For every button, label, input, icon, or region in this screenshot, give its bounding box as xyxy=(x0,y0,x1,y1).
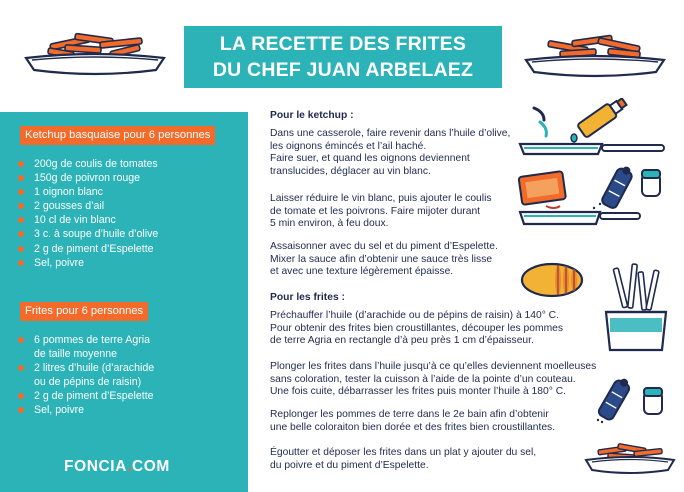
oil-bottle-pan-icon xyxy=(518,98,668,160)
ketchup-step-1 xyxy=(270,128,510,178)
step-line: Plonger les frites dans l’huile jusqu’à ce qu’elles deviennent moelleuses xyxy=(270,361,597,372)
potato-slicing-icon xyxy=(518,256,598,306)
list-item: Sel, poivre xyxy=(18,256,158,270)
list-item xyxy=(18,361,154,389)
step-line: translucides, déglacer au vin blanc. xyxy=(270,165,431,177)
ketchup-step-2 xyxy=(270,193,492,231)
step-line: Une fois cuite, débarrasser les frites puis monter l’huile à 180° C. xyxy=(270,386,567,398)
brand-dot: . xyxy=(127,458,132,475)
frites-steps-heading: Pour les frites : xyxy=(270,292,345,303)
step-line: Préchauffer l’huile (d’arachide ou de pépins de raisin) à 140° C. xyxy=(270,310,559,321)
salt-pepper-icon xyxy=(592,376,672,426)
step-line: et avec une texture légèrement épaisse. xyxy=(270,266,454,278)
frites-step-2 xyxy=(270,361,596,399)
frites-ingredient-list xyxy=(18,333,154,418)
step-line: 5 min environ, à feu doux. xyxy=(270,218,389,230)
list-item: 1 oignon blanc xyxy=(18,185,158,199)
step-line: une belle coloraiton bien dorée et des frites bien croustillantes. xyxy=(270,421,556,433)
list-item xyxy=(18,333,154,361)
title-line-1: LA RECETTE DES FRITES xyxy=(219,33,467,55)
ketchup-step-3 xyxy=(270,241,498,279)
list-item: 2 gousses d’ail xyxy=(18,199,158,213)
list-item-line: 6 pommes de terre Agria xyxy=(34,334,150,346)
step-line: Dans une casserole, faire revenir dans l’huile d’olive, xyxy=(270,128,511,139)
fries-in-fryer-icon xyxy=(600,262,672,354)
frites-heading: Frites pour 6 personnes xyxy=(20,302,148,321)
step-line: sans coloration, tester la cuisson à l’aide de la pointe d’un couteau. xyxy=(270,373,576,385)
step-line: de terre Agria en rectangle d’à peu près 1 cm d’épaisseur. xyxy=(270,335,534,347)
step-line: Faire suer, et quand les oignons deviennent xyxy=(270,153,470,165)
sauce-pan-pepper-icon xyxy=(516,166,668,230)
step-line: Replonger les pommes de terre dans le 2e bain afin d’obtenir xyxy=(270,409,549,420)
brand-tld: COM xyxy=(131,458,170,475)
step-line: Assaisonner avec du sel et du piment d’Espelette. xyxy=(270,241,498,252)
frites-step-1 xyxy=(270,310,563,348)
step-line: Laisser réduire le vin blanc, puis ajouter le coulis xyxy=(270,193,492,204)
fries-plate-icon xyxy=(520,28,670,80)
frites-step-4 xyxy=(270,447,536,472)
step-line: Pour obtenir des frites bien croustillantes, découper les pommes xyxy=(270,322,564,334)
list-item-line: ou de pépins de raisin) xyxy=(34,376,142,389)
list-item-line: de taille moyenne xyxy=(34,348,118,361)
ketchup-steps-heading: Pour le ketchup : xyxy=(270,110,354,121)
ketchup-ingredient-list xyxy=(18,157,158,270)
fries-dish-icon xyxy=(584,440,676,480)
list-item: Sel, poivre xyxy=(18,403,154,417)
list-item: 10 cl de vin blanc xyxy=(18,213,158,227)
step-line: de tomate et les poivrons. Faire mijoter durant xyxy=(270,205,481,217)
ketchup-heading: Ketchup basquaise pour 6 personnes xyxy=(20,126,215,145)
step-line: Mixer la sauce afin d’obtenir une sauce très lisse xyxy=(270,253,493,265)
page-title xyxy=(184,26,502,88)
list-item: 2 g de piment d’Espelette xyxy=(18,242,158,256)
step-line: Égoutter et déposer les frites dans un plat y ajouter du sel, xyxy=(270,447,537,458)
list-item: 200g de coulis de tomates xyxy=(18,157,158,171)
list-item: 150g de poivron rouge xyxy=(18,171,158,185)
fries-plate-icon xyxy=(20,26,170,78)
list-item: 3 c. à soupe d’huile d’olive xyxy=(18,227,158,241)
brand-logo xyxy=(64,458,170,476)
list-item: 2 g de piment d’Espelette xyxy=(18,389,154,403)
step-line: du poivre et du piment d’Espelette. xyxy=(270,459,429,471)
brand-name: FONCIA xyxy=(64,458,128,475)
step-line: les oignons émincés et l’ail haché. xyxy=(270,140,427,152)
title-line-2: DU CHEF JUAN ARBELAEZ xyxy=(212,59,474,81)
list-item-line: 2 litres d’huile (d’arachide xyxy=(34,362,155,375)
frites-step-3 xyxy=(270,409,555,434)
